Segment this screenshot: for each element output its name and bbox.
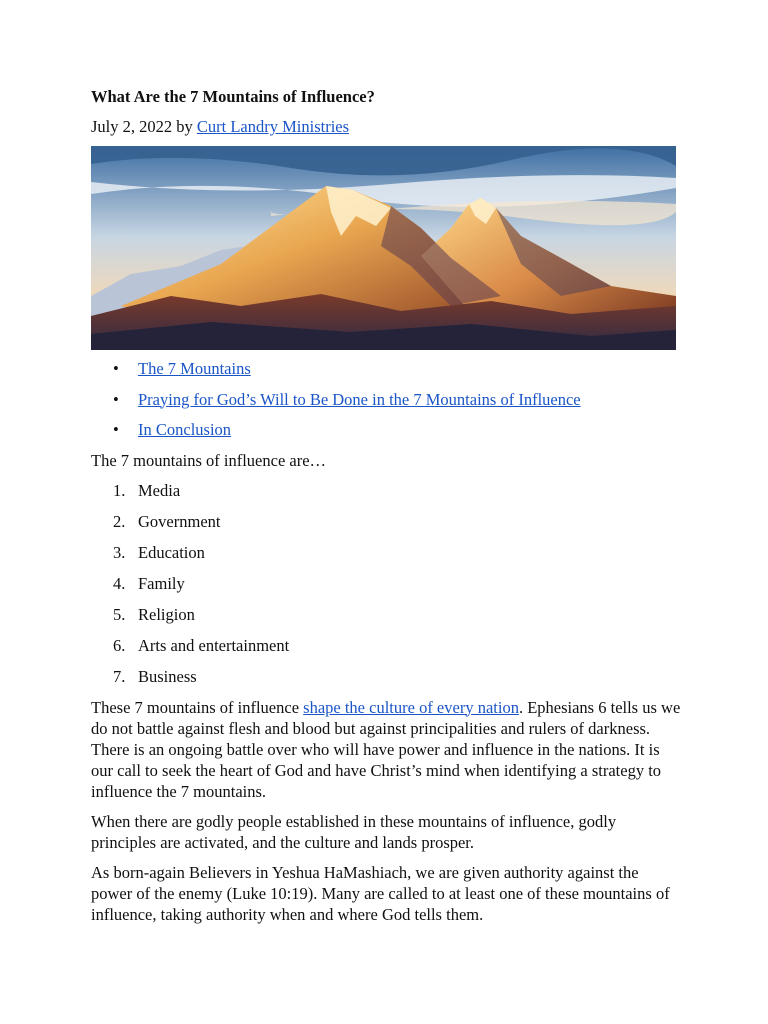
list-item xyxy=(91,604,681,626)
bullet-icon: • xyxy=(113,389,119,409)
list-number: 7. xyxy=(113,666,126,686)
table-of-contents xyxy=(91,358,681,441)
list-number: 4. xyxy=(113,573,126,593)
paragraph-culture xyxy=(91,697,681,802)
article xyxy=(91,86,681,934)
toc-link-conclusion[interactable]: In Conclusion xyxy=(138,420,232,439)
list-item-label: Media xyxy=(138,480,181,500)
toc-link-praying[interactable]: Praying for God’s Will to Be Done in the 7 Mountains of Influence xyxy=(138,389,581,409)
bullet-icon: • xyxy=(113,420,119,439)
list-item-label: Education xyxy=(138,542,205,562)
list-item-label: Religion xyxy=(138,604,195,624)
list-item xyxy=(91,480,681,502)
byline xyxy=(91,116,681,138)
date-text: July 2, 2022 by xyxy=(91,117,197,136)
mountain-hero-image xyxy=(91,146,676,350)
article-title: What Are the 7 Mountains of Influence? xyxy=(91,87,375,106)
paragraph-godly-people: When there are godly people established in these mountains of influence, godly principles are activated, and the culture and lands prosper. xyxy=(91,811,617,852)
list-number: 6. xyxy=(113,635,126,655)
list-item-label: Arts and entertainment xyxy=(138,635,290,655)
list-number: 3. xyxy=(113,542,126,562)
toc-item xyxy=(91,389,681,411)
bullet-icon: • xyxy=(113,359,119,378)
intro-text: The 7 mountains of influence are… xyxy=(91,450,327,470)
list-item xyxy=(91,635,681,657)
toc-item xyxy=(91,358,681,380)
paragraph-text: These 7 mountains of influence xyxy=(91,697,304,717)
list-item xyxy=(91,666,681,688)
author-link[interactable]: Curt Landry Ministries xyxy=(196,117,350,136)
paragraph-text: . Ephesians 6 tells us we do not battle against flesh and blood but against principalities and rulers of darkness. There is an ongoing battle over who will have power and influence in the nations. It is our call to seek the heart of God and have Christ’s mind when identifying a strategy to influence the 7 mountains. xyxy=(91,697,681,801)
list-item xyxy=(91,542,681,564)
culture-link[interactable]: shape the culture of every nation xyxy=(303,697,519,717)
list-number: 5. xyxy=(113,604,126,624)
list-number: 2. xyxy=(113,511,126,531)
list-item-label: Family xyxy=(138,573,185,593)
list-item-label: Government xyxy=(138,511,221,531)
list-item xyxy=(91,511,681,533)
list-item xyxy=(91,573,681,595)
paragraph-believers: As born-again Believers in Yeshua HaMashiach, we are given authority against the power of the enemy (Luke 10:19). Many are called to at least one of these mountains of influence, taking authority when and where God tells them. xyxy=(91,862,670,924)
mountains-list xyxy=(91,480,681,688)
toc-link-7-mountains[interactable]: The 7 Mountains xyxy=(138,359,251,378)
list-number: 1. xyxy=(113,480,126,500)
list-item-label: Business xyxy=(138,666,197,686)
toc-item xyxy=(91,419,681,441)
